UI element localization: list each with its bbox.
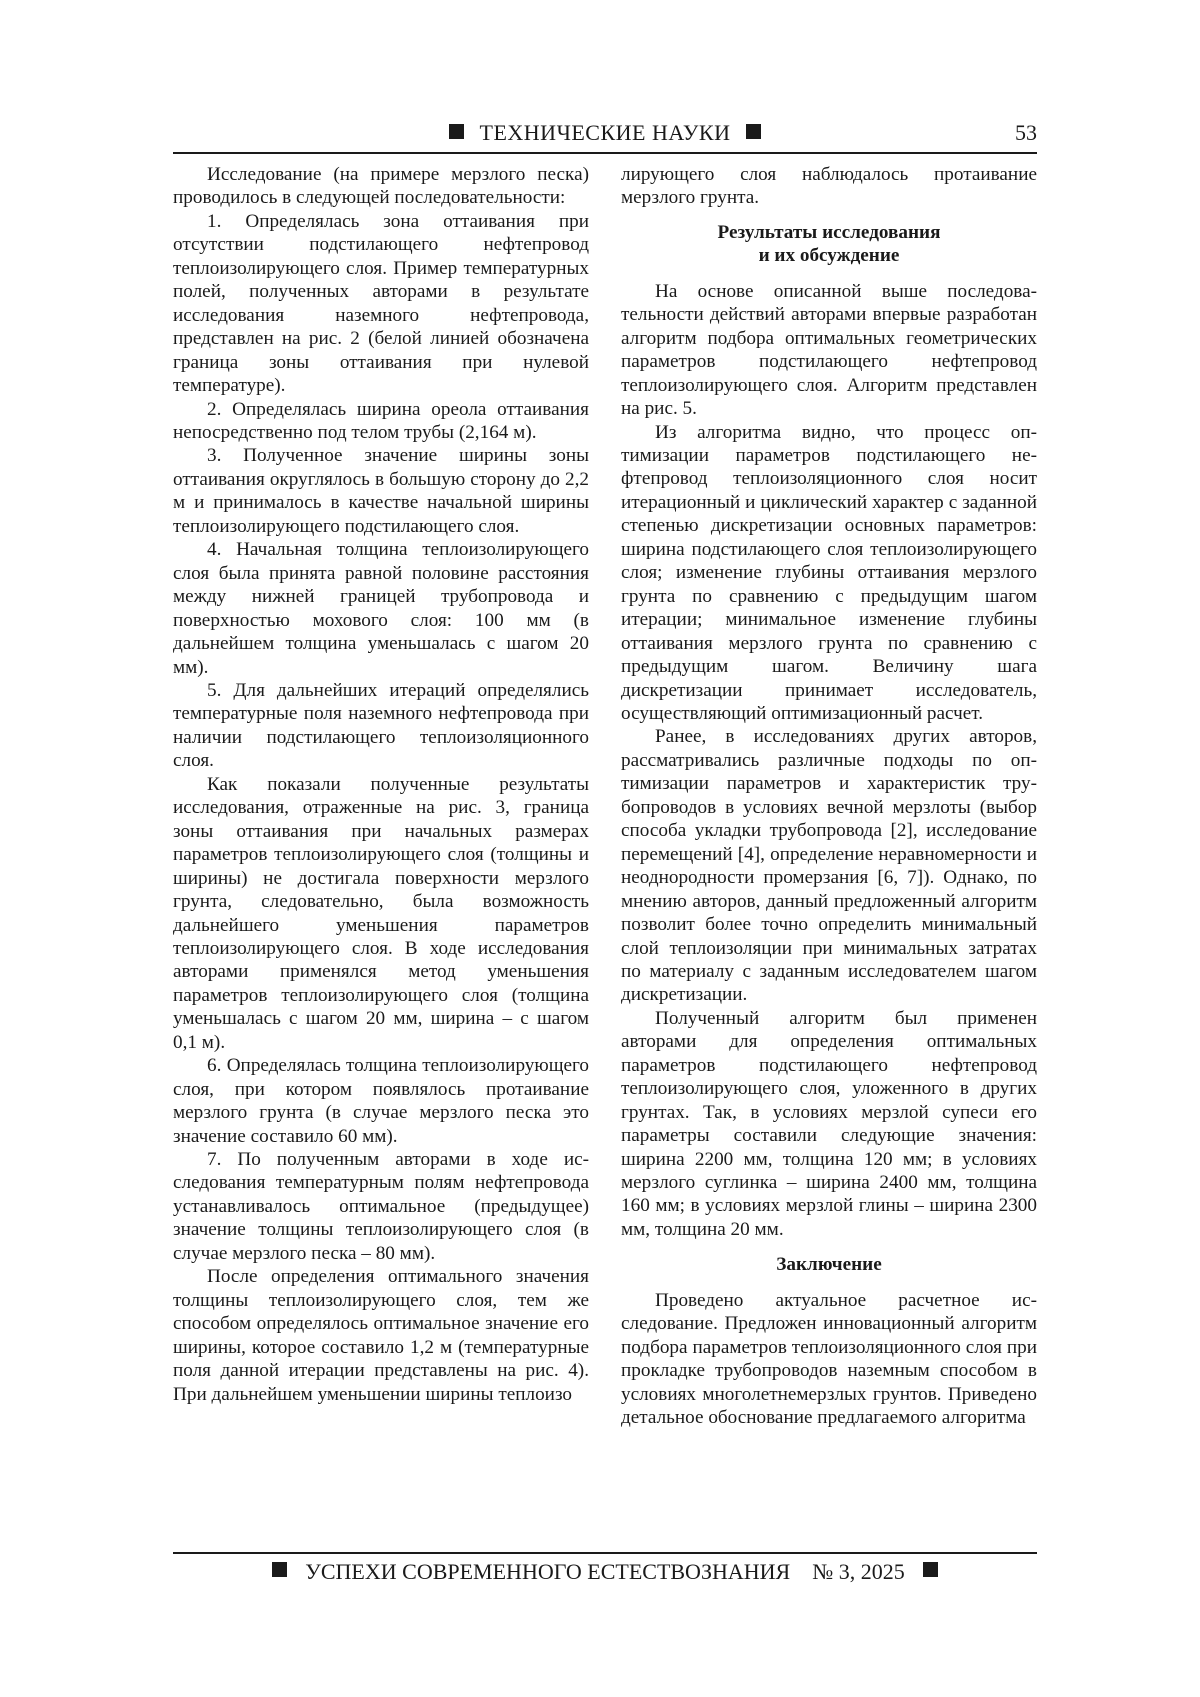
conclusion-heading: Заключение: [776, 1254, 882, 1276]
header-section-title: ТЕХНИЧЕСКИЕ НАУКИ: [479, 120, 731, 145]
paragraph: Исследование (на примере мерзлого песка) проводилось в следующей последовательности:: [173, 164, 589, 209]
continued-paragraph: лирующего слоя наблюдалось протаивание мерзлого грунта.: [621, 164, 1037, 209]
results-heading-line2: и их обсуждение: [758, 245, 900, 267]
paragraph: Ранее, в исследованиях других авторов, рассматривались различные подходы по оптимизации параметров и характеристик трубопроводов в условиях вечной мерзлоты (выбор способа укладки трубопровода [2], исследование перемещений [4], определение неравномерности и неоднородности промерзания [6, 7]). Однако, по мнению авторов, данный предложенный алгоритм позволит более точно определить минимальный слой теплоизоляции при минимальных затратах по материалу с заданным исследователем шагом дискретизации.: [621, 726, 1037, 1006]
results-heading: [621, 221, 1037, 268]
paragraph: После определения оптимального значения толщины теплоизолирующего слоя, тем же способом определялось оптимальное значение его ширины, которое составило 1,2 м (температурные поля данной итерации представлены на рис. 4). При дальнейшем уменьшении ширины теплоизо: [173, 1266, 589, 1405]
header-section: [173, 120, 1037, 146]
black-square-icon: [923, 1562, 938, 1577]
right-column: [621, 163, 1037, 1430]
page-number: 53: [1015, 120, 1037, 145]
paragraph: На основе описанной выше последовательности действий авторами впервые разработан алгоритм подбора оптимальных геометрических параметров подстилающего нефтепровод теплоизолирующего слоя. Алгоритм представлен на рис. 5.: [621, 280, 1037, 420]
list-item: 6. Определялась толщина теплоизолирующего слоя, при котором появлялось протаивание мерзлого грунта (в случае мерзлого песка это значение составило 60 мм).: [173, 1055, 589, 1147]
results-heading-line1: Результаты исследования: [717, 221, 941, 243]
paragraph: Из алгоритма видно, что процесс оптимизации параметров подстилающего нефтепровод теплоизоляционного слоя носит итерационный и циклический характер с заданной степенью дискретизации основных параметров: ширина подстилающего слоя теплоизолирующего слоя; изменение глубины оттаивания мерзлого грунта по сравнению с предыдущим шагом итерации; минимальное изменение глубины оттаивания мерзлого грунта по сравнению с предыдущим шагом. Величину шага дискретизации принимает исследователь, осуществляющий оптимизационный расчет.: [621, 421, 1037, 724]
footer-journal-title: УСПЕХИ СОВРЕМЕННОГО ЕСТЕСТВОЗНАНИЯ: [305, 1559, 791, 1584]
running-footer: [173, 1552, 1037, 1586]
list-item: 7. По полученным авторами в ходе исследования температурным полям нефтепровода устанавливалось оптимальное (предыдущее) значение толщины теплоизолирующего слоя (в случае мерзлого песка – 80 мм).: [173, 1149, 589, 1264]
list-item: 1. Определялась зона оттаивания при отсутствии подстилающего нефтепровод теплоизолирующего слоя. Пример температурных полей, полученных авторами в результате исследования наземного нефтепровода, представлен на рис. 2 (белой линией обозначена граница зоны оттаивания при нулевой температуре).: [173, 210, 589, 397]
black-square-icon: [746, 124, 761, 139]
list-item: 4. Начальная толщина теплоизолирующего слоя была принята равной половине расстояния между нижней границей трубопровода и поверхностью мохового слоя: 100 мм (в дальнейшем толщина уменьшалась с шагом 20 мм).: [173, 539, 589, 678]
list-item: 3. Полученное значение ширины зоны оттаивания округлялось в большую сторону до 2,2 м и принималось в качестве начальной ширины теплоизолирующего подстилающего слоя.: [173, 445, 589, 537]
black-square-icon: [449, 124, 464, 139]
paragraph: Проведено актуальное расчетное исследование. Предложен инновационный алгоритм подбора параметров теплоизоляционного слоя при прокладке трубопроводов наземным способом в условиях многолетнемерзлых грунтов. Приведено детальное обоснование предлагаемого алгоритма: [621, 1289, 1037, 1429]
left-column: [173, 163, 589, 1406]
paragraph: Как показали полученные результаты исследования, отраженные на рис. 3, граница зоны оттаивания при начальных размерах параметров теплоизолирующего слоя (толщины и ширины) не достигала поверхности мерзлого грунта, следовательно, была возможность дальнейшего уменьшения параметров теплоизолирующего слоя. В ходе исследования авторами применялся метод уменьшения параметров теплоизолирующего слоя (толщина уменьшалась с шагом 20 мм, ширина – с шагом 0,1 м).: [173, 773, 589, 1053]
paragraph: Полученный алгоритм был применен авторами для определения оптимальных параметров подстилающего нефтепровод теплоизолирующего слоя, уложенного в других грунтах. Так, в условиях мерзлой супеси его параметры составили следующие значения: ширина 2200 мм, толщина 120 мм; в условиях мерзлого суглинка – ширина 2400 мм, толщина 160 мм; в условиях мерзлой глины – ширина 2300 мм, толщина 20 мм.: [621, 1007, 1037, 1240]
list-item: 5. Для дальнейших итераций определялись температурные поля наземного нефтепровода при наличии подстилающего теплоизоляционного слоя.: [173, 679, 589, 772]
list-item: 2. Определялась ширина ореола оттаивания непосредственно под телом трубы (2,164 м).: [173, 398, 589, 443]
footer-issue: № 3, 2025: [812, 1559, 905, 1584]
running-header: [173, 116, 1037, 154]
black-square-icon: [272, 1562, 287, 1577]
